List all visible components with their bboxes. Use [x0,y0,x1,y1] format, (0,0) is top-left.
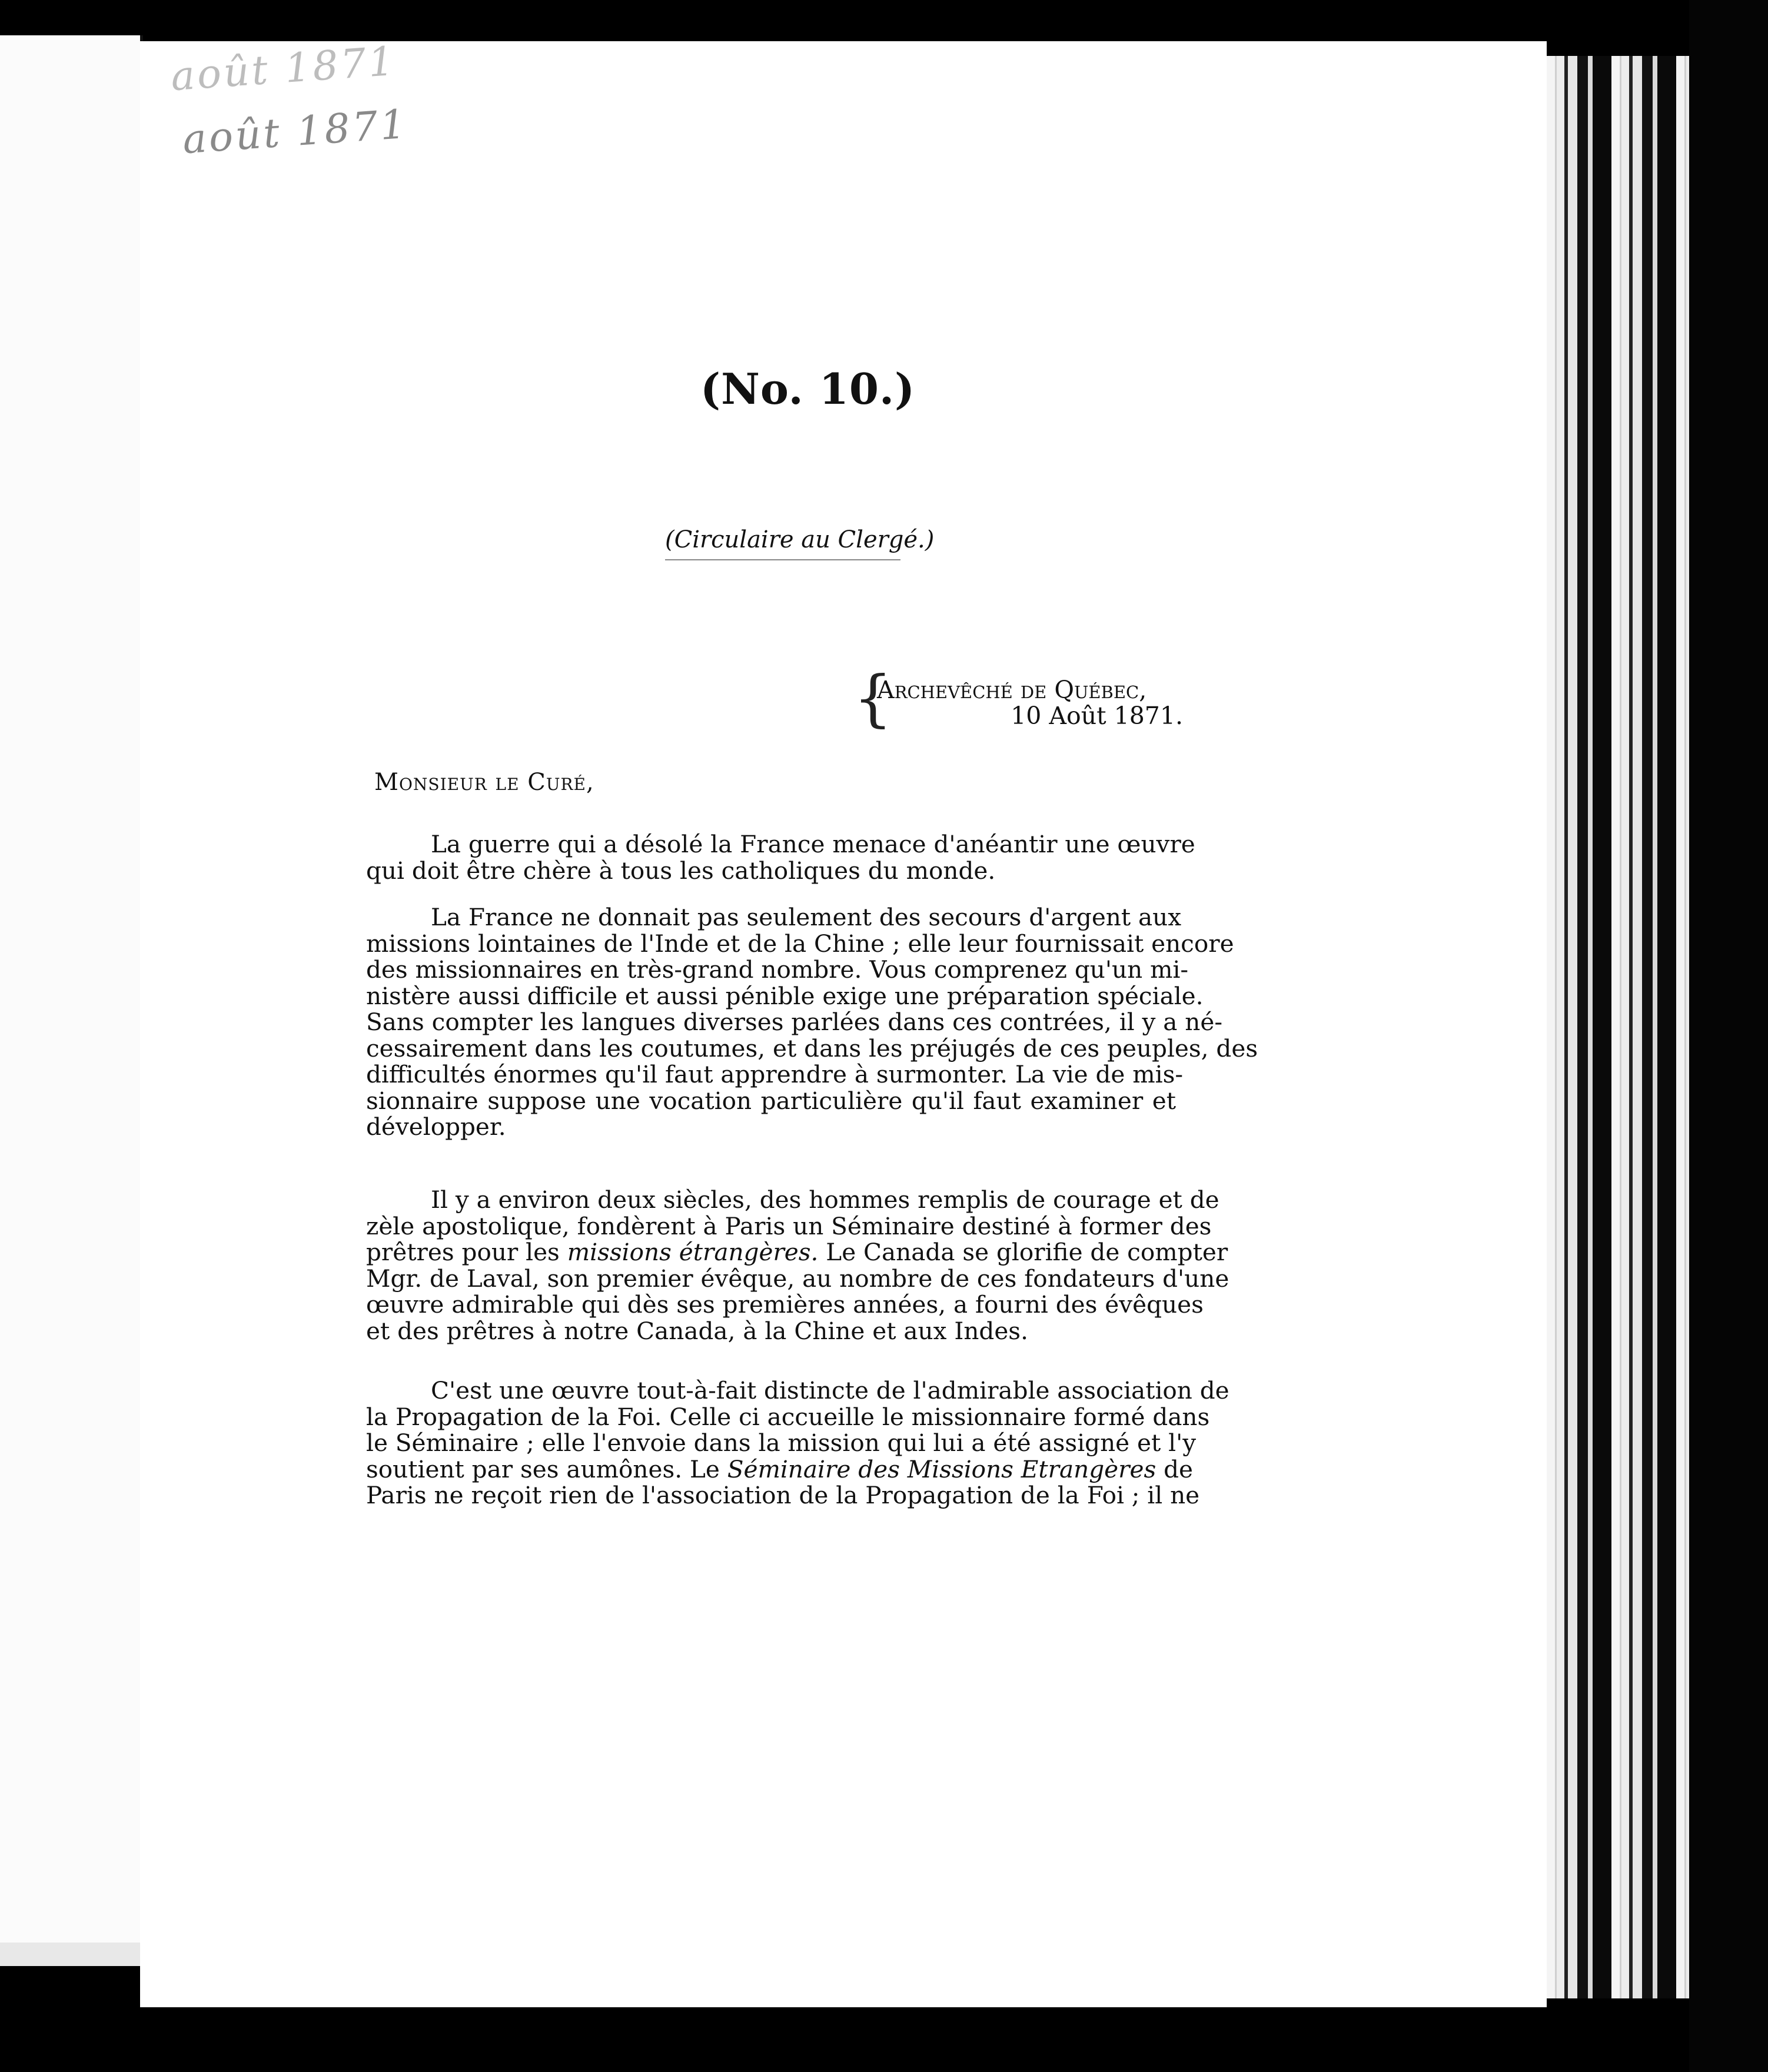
text-segment: Le Canada se glorifie de compter [818,1238,1228,1266]
text-line: Il y a environ deux siècles, des hommes remplis de courage et de [431,1186,1219,1214]
paragraph [366,903,1258,1141]
text-segment: de [1156,1455,1194,1483]
handwritten-margin-note: août 1871 [181,101,410,164]
paragraph [366,830,1195,885]
previous-page-shadow [0,1942,140,1966]
text-segment: soutient par ses aumônes. Le [366,1455,727,1483]
previous-page-edge [0,35,143,1942]
document-subtitle: (Circulaire au Clergé.) [665,526,900,560]
text-line: nistère aussi difficile et aussi pénible exige une préparation spéciale. [366,981,1204,1010]
text-line: sionnaire suppose une vocation particulière qu'il faut examiner et [366,1086,1176,1115]
text-line: développer. [366,1113,506,1141]
text-line: le Séminaire ; elle l'envoie dans la mission qui lui a été assigné et l'y [366,1429,1197,1457]
text-line: qui doit être chère à tous les catholiques du monde. [366,856,996,885]
text-line: zèle apostolique, fondèrent à Paris un Séminaire destiné à former des [366,1211,1212,1240]
text-line [366,1455,1194,1483]
text-line: et des prêtres à notre Canada, à la Chine et aux Indes. [366,1316,1028,1345]
paragraph [366,1376,1229,1509]
text-line: missions lointaines de l'Inde et de la Chine ; elle leur fournissait encore [366,929,1234,958]
text-line: La guerre qui a désolé la France menace d'anéantir une œuvre [431,830,1195,858]
text-line: œuvre admirable qui dès ses premières années, a fourni des évêques [366,1290,1204,1319]
text-line: des missionnaires en très-grand nombre. Vous comprenez qu'un mi- [366,955,1189,984]
dateline-place: Archevêché de Québec, [877,676,1147,704]
text-line: Sans compter les langues diverses parlées dans ces contrées, il y a né- [366,1008,1223,1036]
text-line: la Propagation de la Foi. Celle ci accueille le missionnaire formé dans [366,1402,1210,1431]
salutation: Monsieur le Curé, [374,769,594,796]
italic-segment: missions étrangères. [567,1238,819,1266]
text-line: difficultés énormes qu'il faut apprendre à surmonter. La vie de mis- [366,1060,1184,1088]
dateline-date: 10 Août 1871. [1011,702,1183,730]
document-number: (No. 10.) [700,364,916,414]
paragraph [366,1186,1229,1345]
text-line: La France ne donnait pas seulement des secours d'argent aux [431,903,1182,931]
text-line: Paris ne reçoit rien de l'association de la Propagation de la Foi ; il ne [366,1481,1200,1509]
dateline [853,662,1183,742]
text-line: C'est une œuvre tout-à-fait distincte de l'admirable association de [431,1376,1229,1404]
text-segment: prêtres pour les [366,1238,567,1266]
text-line: Mgr. de Laval, son premier évêque, au nombre de ces fondateurs d'une [366,1264,1229,1293]
brace-mark: { [853,662,893,734]
binding-shadow [1689,0,1768,2072]
italic-segment: Séminaire des Missions Etrangères [727,1455,1156,1483]
handwritten-margin-note: août 1871 [169,38,398,101]
text-line: cessairement dans les coutumes, et dans les préjugés de ces peuples, des [366,1034,1258,1062]
text-line [366,1238,1228,1266]
